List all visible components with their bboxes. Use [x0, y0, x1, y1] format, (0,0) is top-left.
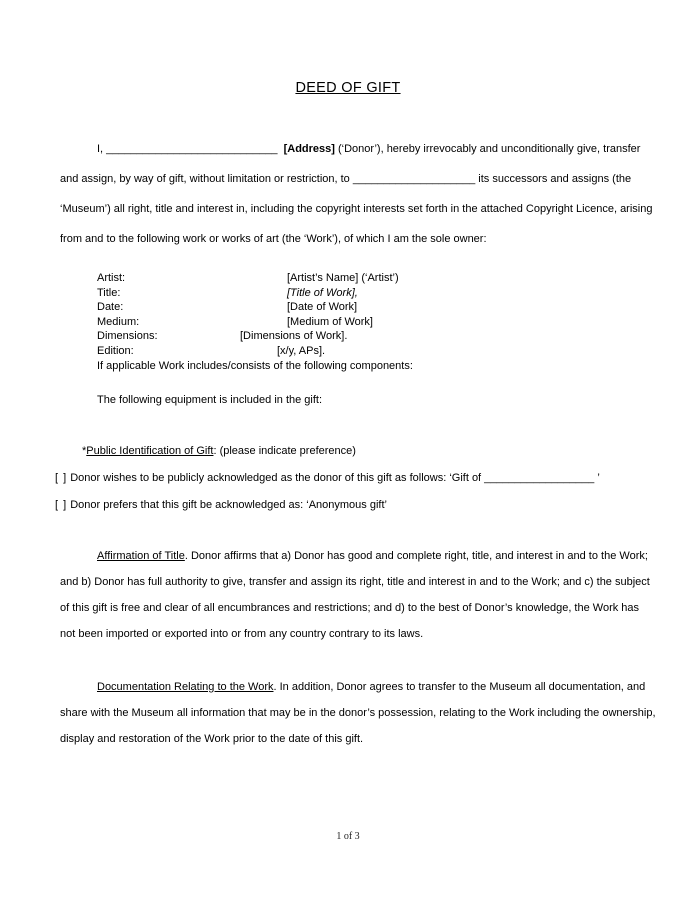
- acknowledged-gift-text: Donor wishes to be publicly acknowledged as the donor of this gift as follows: ‘Gift of: [67, 472, 485, 484]
- detail-row-title: [97, 286, 557, 301]
- detail-label: Dimensions:: [97, 330, 158, 343]
- affirmation-body: . Donor affirms that a) Donor has good and complete right, title, and interest in and to the Work; and b) Donor has full authority to give, transfer and assign its right, title and interest in and to the Work; and c) the subject of this gift is free and clear of all encumbrances and restrictions; and d) to the best of Donor’s knowledge, the Work has not been imported or exported into or from any country contrary to its laws.: [60, 550, 650, 640]
- documentation-paragraph: [60, 674, 656, 752]
- components-note-text: If applicable Work includes/consists of the following components:: [97, 359, 413, 372]
- donor-name-blank[interactable]: ____________________________: [106, 143, 278, 155]
- page-number-text: 1 of 3: [336, 831, 360, 842]
- anonymous-gift-option: [55, 498, 387, 513]
- acknowledged-gift-suffix: ’: [594, 472, 600, 484]
- anonymous-gift-checkbox[interactable]: [ ]: [55, 499, 68, 511]
- page-title-text: DEED OF GIFT: [295, 80, 401, 96]
- address-placeholder: [Address]: [283, 143, 335, 155]
- detail-label: Date:: [97, 301, 124, 314]
- gift-of-blank[interactable]: __________________: [484, 472, 595, 484]
- detail-value: [Dimensions of Work].: [240, 330, 348, 343]
- museum-name-blank[interactable]: ____________________: [352, 173, 476, 185]
- detail-row-artist: [97, 271, 557, 286]
- opening-after-address: (‘Donor’), hereby irrevocably and unconditionally give, transfer and assign, by way of gift, without limitation or restriction, to: [60, 143, 641, 185]
- opening-tail: its successors and assigns (the ‘Museum’) all right, title and interest in, including the copyright interests set forth in the attached Copyright Licence, arising from and to the following work or works of art (the ‘Work’), of which I am the sole owner:: [60, 173, 653, 245]
- affirmation-heading: Affirmation of Title: [97, 550, 185, 562]
- detail-row-edition: [97, 344, 557, 359]
- acknowledged-gift-option: [55, 471, 600, 486]
- detail-label: Medium:: [97, 315, 140, 328]
- equipment-note-text: The following equipment is included in the gift:: [97, 394, 323, 406]
- detail-row-dimensions: [97, 329, 557, 344]
- detail-value: [x/y, APs].: [277, 344, 326, 357]
- documentation-heading: Documentation Relating to the Work: [97, 681, 274, 693]
- detail-row-date: [97, 300, 557, 315]
- detail-label: Artist:: [97, 272, 126, 284]
- public-identification-heading: [82, 444, 356, 459]
- public-identification-heading-text: Public Identification of Gift: [86, 445, 214, 457]
- opening-lead: I,: [97, 143, 107, 155]
- detail-value: [Title of Work],: [287, 286, 358, 299]
- page-number: [0, 831, 696, 842]
- detail-value: [Medium of Work]: [287, 315, 373, 328]
- asterisk: *: [82, 445, 87, 457]
- page-title: [0, 80, 696, 96]
- public-identification-heading-suffix: : (please indicate preference): [213, 445, 356, 457]
- detail-value: [Date of Work]: [287, 301, 358, 314]
- detail-label: Title:: [97, 286, 121, 299]
- detail-row-medium: [97, 315, 557, 330]
- opening-paragraph: [60, 134, 656, 254]
- affirmation-paragraph: [60, 543, 656, 647]
- detail-value: [Artist’s Name] (‘Artist’): [287, 272, 399, 284]
- work-details-block: [97, 271, 557, 373]
- components-note: [97, 359, 557, 374]
- anonymous-gift-text: Donor prefers that this gift be acknowledged as: ‘Anonymous gift’: [67, 499, 387, 511]
- acknowledged-gift-checkbox[interactable]: [ ]: [55, 472, 68, 484]
- equipment-note: [97, 393, 322, 408]
- documentation-body: . In addition, Donor agrees to transfer to the Museum all documentation, and share with the Museum all information that may be in the donor’s possession, relating to the Work including the ownership, display and restoration of the Work prior to the date of this gift.: [60, 681, 656, 745]
- detail-label: Edition:: [97, 344, 134, 357]
